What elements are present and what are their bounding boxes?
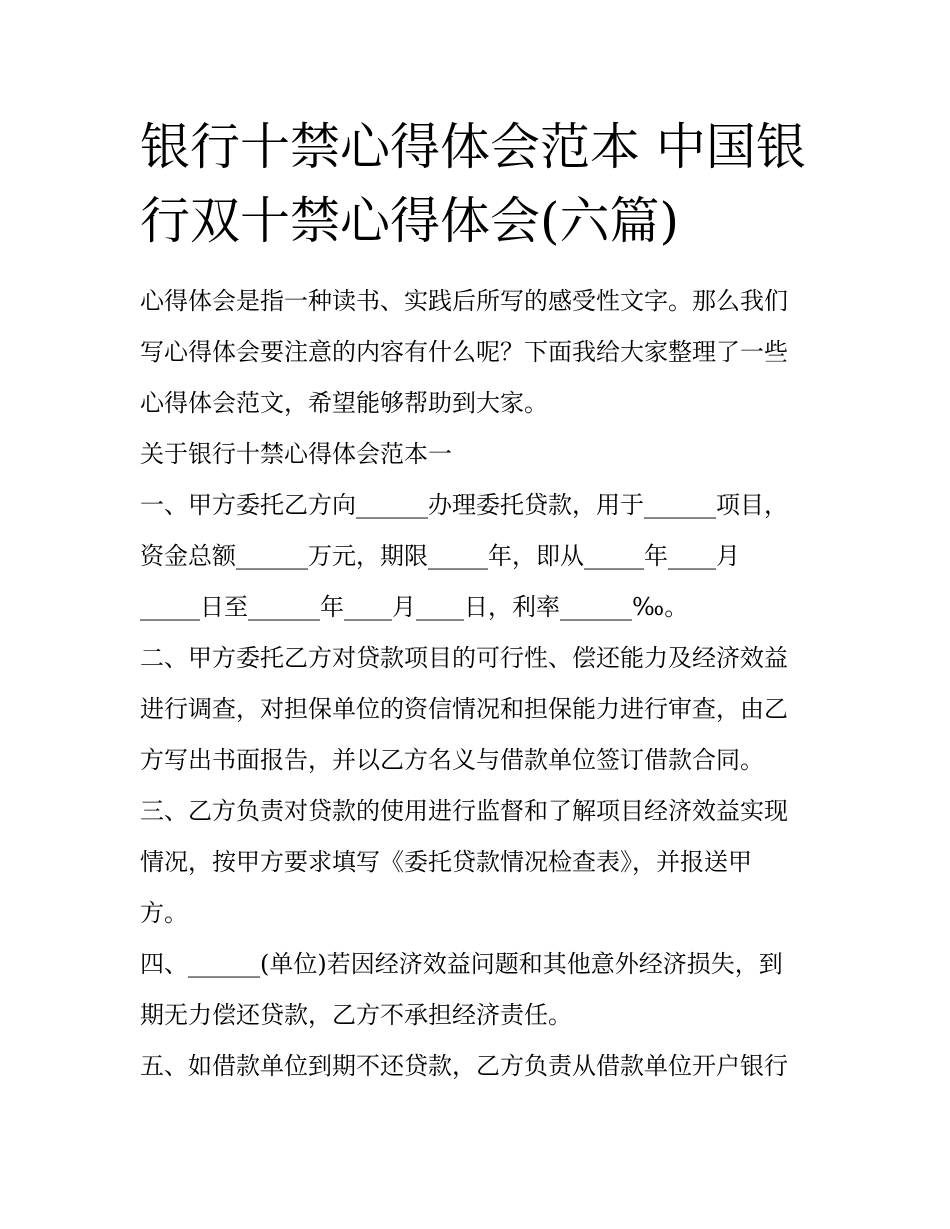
text-line: 写心得体会要注意的内容有什么呢？下面我给大家整理了一些 bbox=[140, 338, 788, 366]
text-line: 方写出书面报告，并以乙方名义与借款单位签订借款合同。 bbox=[140, 746, 764, 774]
text-line: 进行调查，对担保单位的资信情况和担保能力进行审查，由乙 bbox=[140, 695, 788, 723]
section-heading bbox=[140, 429, 820, 480]
title-line: 行双十禁心得体会(六篇) bbox=[140, 192, 680, 250]
clause-3-paragraph bbox=[140, 786, 820, 939]
page-title bbox=[140, 110, 820, 258]
document-body bbox=[140, 276, 820, 1092]
text-line: 资金总额______万元，期限_____年，即从_____年____月 bbox=[140, 542, 740, 570]
text-line: 二、甲方委托乙方对贷款项目的可行性、偿还能力及经济效益 bbox=[140, 644, 788, 672]
title-line: 银行十禁心得体会范本 中国银 bbox=[140, 118, 806, 176]
text-line: 心得体会是指一种读书、实践后所写的感受性文字。那么我们 bbox=[140, 287, 788, 315]
text-line: 三、乙方负责对贷款的使用进行监督和了解项目经济效益实现 bbox=[140, 797, 788, 825]
text-line: 情况，按甲方要求填写《委托贷款情况检查表》，并报送甲 bbox=[140, 848, 752, 876]
text-line: 关于银行十禁心得体会范本一 bbox=[140, 440, 452, 468]
text-line: 一、甲方委托乙方向______办理委托贷款，用于______项目， bbox=[140, 491, 788, 519]
text-line: 期无力偿还贷款，乙方不承担经济责任。 bbox=[140, 1001, 572, 1029]
clause-5-paragraph bbox=[140, 1041, 820, 1092]
text-line: 四、______(单位)若因经济效益问题和其他意外经济损失，到 bbox=[140, 950, 783, 978]
clause-2-paragraph bbox=[140, 633, 820, 786]
intro-paragraph bbox=[140, 276, 820, 429]
text-line: 方。 bbox=[140, 899, 188, 927]
clause-1-paragraph bbox=[140, 480, 820, 633]
clause-4-paragraph bbox=[140, 939, 820, 1041]
text-line: _____日至______年____月____日，利率______‰。 bbox=[140, 593, 689, 621]
text-line: 五、如借款单位到期不还贷款，乙方负责从借款单位开户银行 bbox=[140, 1052, 788, 1080]
text-line: 心得体会范文，希望能够帮助到大家。 bbox=[140, 389, 548, 417]
